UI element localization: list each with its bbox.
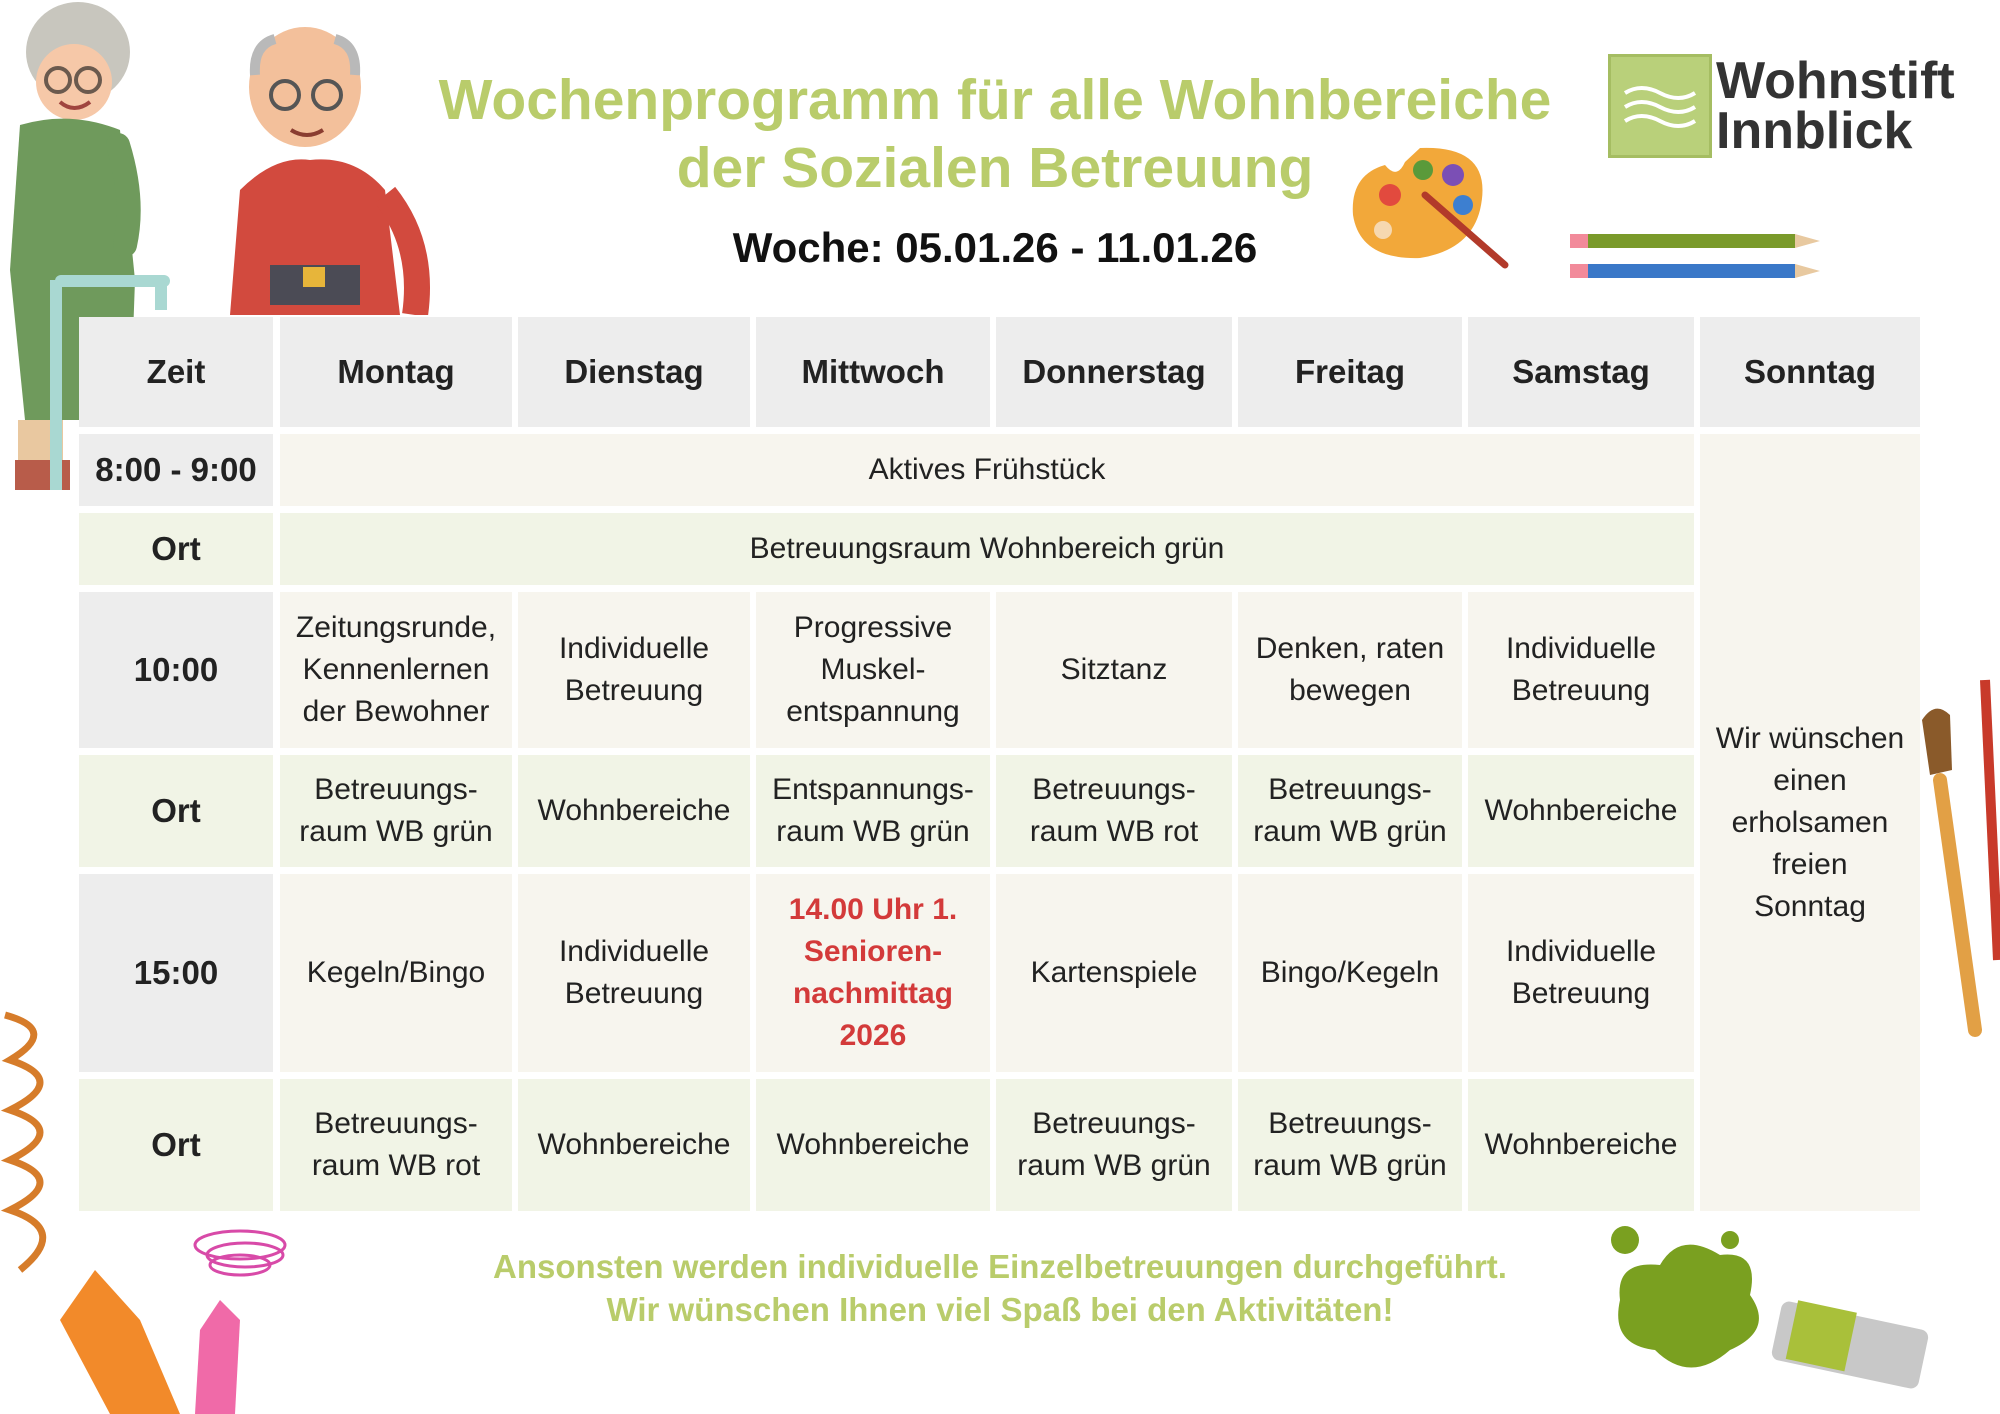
header-zeit: Zeit — [79, 317, 273, 427]
time-10: 10:00 — [79, 592, 273, 748]
header-donnerstag: Donnerstag — [996, 317, 1232, 427]
activity-15-dienstag: Individuelle Betreuung — [518, 874, 750, 1072]
activity-10-samstag: Individuelle Betreuung — [1468, 592, 1694, 748]
header-mittwoch: Mittwoch — [756, 317, 990, 427]
location-10-mittwoch: Entspannungs-raum WB grün — [756, 755, 990, 867]
activity-15-freitag: Bingo/Kegeln — [1238, 874, 1462, 1072]
header-samstag: Samstag — [1468, 317, 1694, 427]
activity-15-mittwoch: 14.00 Uhr 1. Senioren-nachmittag 2026 — [756, 874, 990, 1072]
location-15-dienstag: Wohnbereiche — [518, 1079, 750, 1211]
footer-line2: Wir wünschen Ihnen viel Spaß bei den Aktivitäten! — [606, 1291, 1394, 1328]
location-15-freitag: Betreuungs-raum WB grün — [1238, 1079, 1462, 1211]
location-15-donnerstag: Betreuungs-raum WB grün — [996, 1079, 1232, 1211]
squiggle-doodle-icon — [0, 1010, 90, 1290]
paint-splash-tube-icon — [1600, 1220, 1940, 1410]
activity-15-montag: Kegeln/Bingo — [280, 874, 512, 1072]
time-15: 15:00 — [79, 874, 273, 1072]
logo — [1608, 54, 1968, 164]
location-15-montag: Betreuungs-raum WB rot — [280, 1079, 512, 1211]
location-10-freitag: Betreuungs-raum WB grün — [1238, 755, 1462, 867]
ort-label-3: Ort — [79, 1079, 273, 1211]
crayons-icon — [50, 1260, 250, 1414]
location-10-samstag: Wohnbereiche — [1468, 755, 1694, 867]
location-10-dienstag: Wohnbereiche — [518, 755, 750, 867]
breakfast-cell: Aktives Frühstück — [280, 434, 1694, 506]
activity-15-donnerstag: Kartenspiele — [996, 874, 1232, 1072]
location-15-mittwoch: Wohnbereiche — [756, 1079, 990, 1211]
logo-waves-icon — [1608, 54, 1712, 158]
page-title-line1: Wochenprogramm für alle Wohnbereiche — [438, 68, 1552, 132]
location-10-montag: Betreuungs-raum WB grün — [280, 755, 512, 867]
header-sonntag: Sonntag — [1700, 317, 1920, 427]
sunday-message-cell: Wir wünschen einen erholsamen freien Sonntag — [1700, 434, 1920, 1211]
activity-10-mittwoch: Progressive Muskel-entspannung — [756, 592, 990, 748]
logo-text-line1: Wohnstift — [1716, 52, 1955, 110]
logo-text-line2: Innblick — [1716, 102, 1913, 160]
ort-label-2: Ort — [79, 755, 273, 867]
activity-10-freitag: Denken, raten bewegen — [1238, 592, 1462, 748]
header-freitag: Freitag — [1238, 317, 1462, 427]
breakfast-location-cell: Betreuungsraum Wohnbereich grün — [280, 513, 1694, 585]
footer-line1: Ansonsten werden individuelle Einzelbetreuungen durchgeführt. — [493, 1248, 1507, 1285]
activity-10-donnerstag: Sitztanz — [996, 592, 1232, 748]
location-15-samstag: Wohnbereiche — [1468, 1079, 1694, 1211]
pencils-icon — [1565, 228, 1825, 288]
ort-label-1: Ort — [79, 513, 273, 585]
week-range: Woche: 05.01.26 - 11.01.26 — [732, 224, 1258, 271]
header-dienstag: Dienstag — [518, 317, 750, 427]
activity-10-dienstag: Individuelle Betreuung — [518, 592, 750, 748]
page-title-line2: der Sozialen Betreuung — [676, 136, 1314, 200]
header-montag: Montag — [280, 317, 512, 427]
activity-15-samstag: Individuelle Betreuung — [1468, 874, 1694, 1072]
time-8-9: 8:00 - 9:00 — [79, 434, 273, 506]
activity-10-montag: Zeitungsrunde, Kennenlernen der Bewohner — [280, 592, 512, 748]
location-10-donnerstag: Betreuungs-raum WB rot — [996, 755, 1232, 867]
